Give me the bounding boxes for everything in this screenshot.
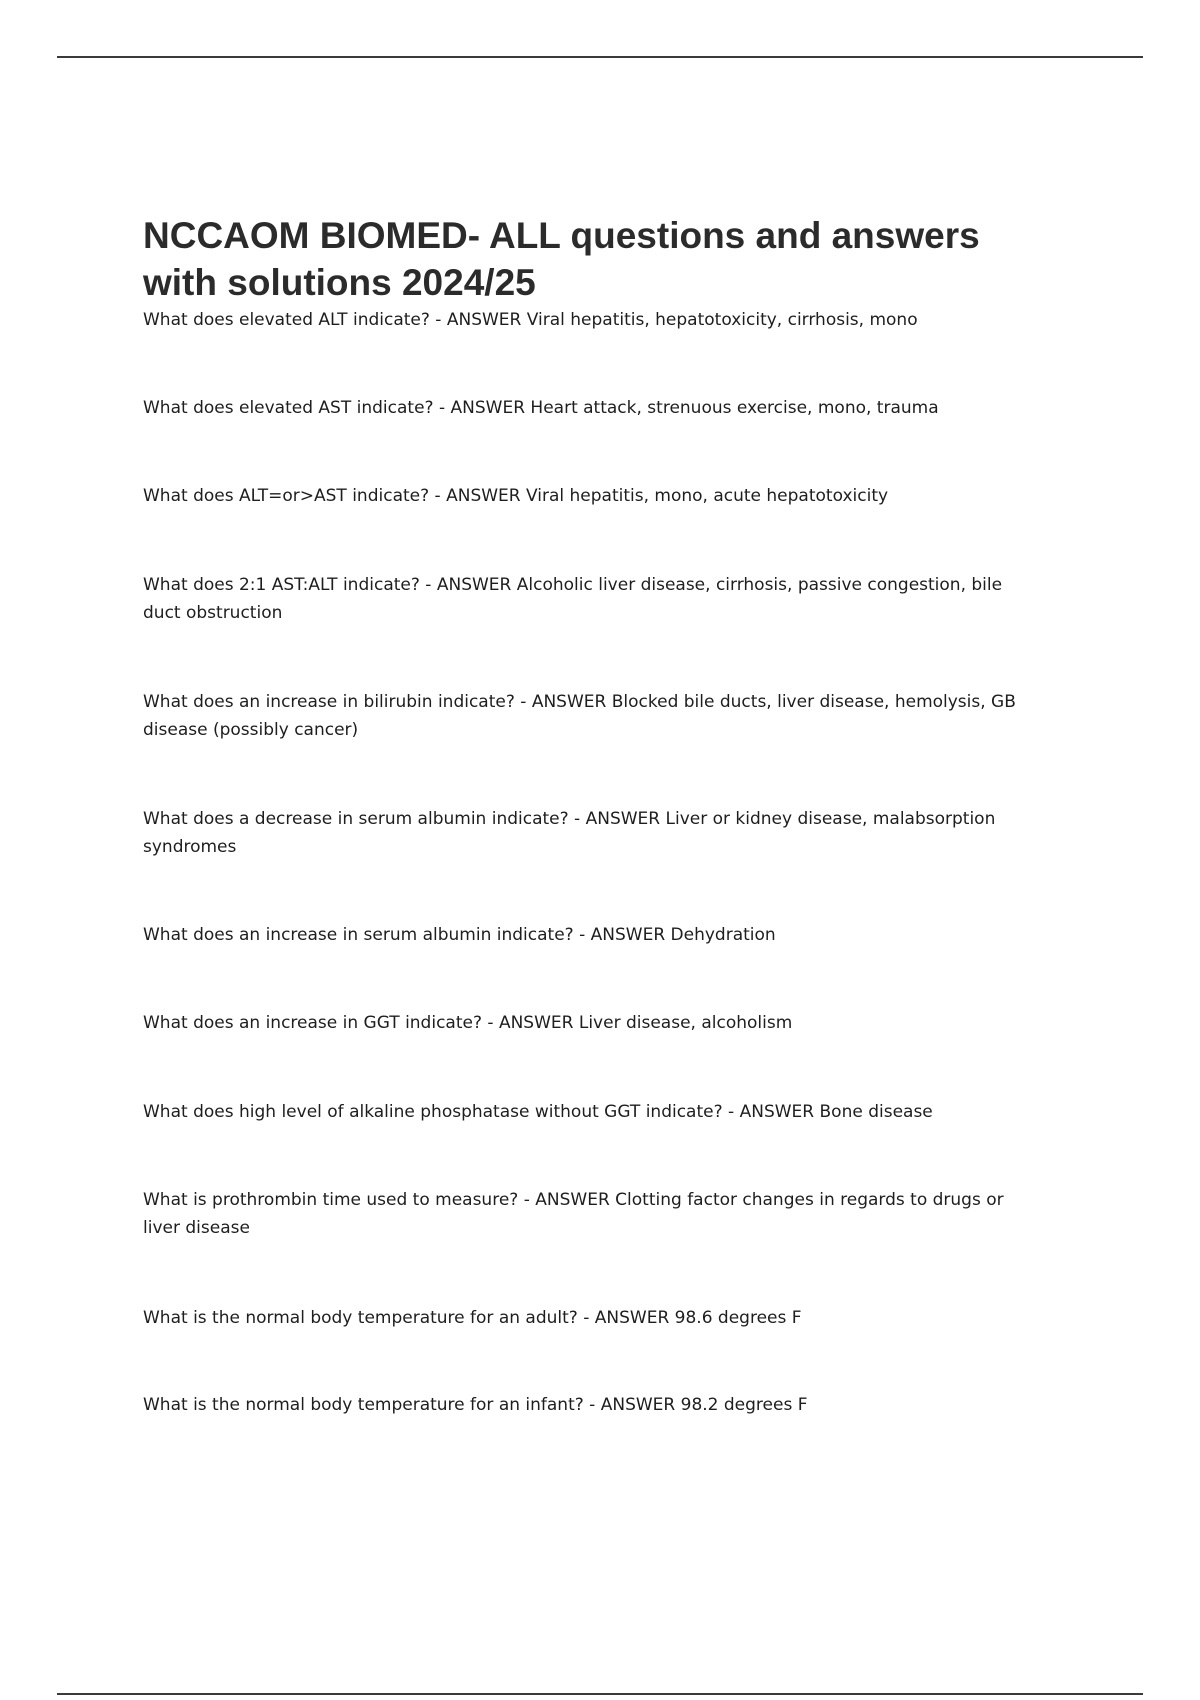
qa-answer: Clotting factor changes in regards to drugs or liver disease xyxy=(143,1190,1004,1238)
qa-answer-label: ANSWER xyxy=(446,310,522,330)
qa-item xyxy=(143,1304,1043,1332)
qa-separator: - xyxy=(433,398,451,418)
qa-answer-label: ANSWER xyxy=(739,1102,815,1122)
qa-question: What does elevated ALT indicate? xyxy=(143,310,430,330)
qa-item xyxy=(143,394,1043,422)
qa-separator: - xyxy=(577,1308,595,1328)
qa-question: What is the normal body temperature for an adult? xyxy=(143,1308,578,1328)
qa-answer-label: ANSWER xyxy=(590,925,666,945)
qa-answer: Viral hepatitis, mono, acute hepatotoxicity xyxy=(526,486,889,506)
qa-separator: - xyxy=(419,575,437,595)
qa-answer: Heart attack, strenuous exercise, mono, trauma xyxy=(530,398,939,418)
qa-answer-label: ANSWER xyxy=(436,575,512,595)
qa-answer-label: ANSWER xyxy=(535,1190,610,1210)
qa-answer: Blocked bile ducts, liver disease, hemolysis, GB disease (possibly cancer) xyxy=(143,692,1016,740)
qa-item xyxy=(143,1009,1043,1037)
qa-answer: Viral hepatitis, hepatotoxicity, cirrhosis, mono xyxy=(526,310,918,330)
document-title: NCCAOM BIOMED- ALL questions and answers with solutions 2024/25 xyxy=(143,215,980,303)
qa-item xyxy=(143,921,1043,949)
qa-answer-label: ANSWER xyxy=(531,692,607,712)
qa-separator: - xyxy=(518,1190,536,1210)
qa-item xyxy=(143,688,1043,744)
qa-separator: - xyxy=(573,925,591,945)
qa-answer-label: ANSWER xyxy=(600,1395,676,1415)
qa-answer: Dehydration xyxy=(670,925,776,945)
qa-item xyxy=(143,306,1043,334)
qa-item xyxy=(143,805,1043,861)
qa-question: What does elevated AST indicate? xyxy=(143,398,434,418)
qa-question: What does an increase in serum albumin indicate? xyxy=(143,925,574,945)
qa-answer: Liver disease, alcoholism xyxy=(578,1013,793,1033)
qa-item xyxy=(143,1098,1043,1126)
qa-answer: Bone disease xyxy=(819,1102,933,1122)
qa-separator: - xyxy=(583,1395,601,1415)
qa-separator: - xyxy=(429,486,447,506)
qa-question: What does an increase in bilirubin indicate? xyxy=(143,692,515,712)
qa-question: What is prothrombin time used to measure? xyxy=(143,1190,519,1210)
qa-answer-label: ANSWER xyxy=(450,398,526,418)
qa-answer-label: ANSWER xyxy=(585,809,661,829)
top-rule xyxy=(57,56,1143,58)
bottom-rule xyxy=(57,1693,1143,1695)
document-body xyxy=(143,212,1043,306)
qa-answer-label: ANSWER xyxy=(594,1308,670,1328)
qa-question: What does a decrease in serum albumin indicate? xyxy=(143,809,569,829)
qa-answer-label: ANSWER xyxy=(446,486,521,506)
qa-question: What does 2:1 AST:ALT indicate? xyxy=(143,575,420,595)
qa-answer: 98.2 degrees F xyxy=(680,1395,808,1415)
qa-question: What does an increase in GGT indicate? xyxy=(143,1013,482,1033)
qa-separator: - xyxy=(568,809,586,829)
qa-answer: Alcoholic liver disease, cirrhosis, passive congestion, bile duct obstruction xyxy=(143,575,1003,623)
qa-question: What does ALT=or>AST indicate? xyxy=(143,486,430,506)
qa-answer-label: ANSWER xyxy=(498,1013,574,1033)
qa-item xyxy=(143,1186,1043,1242)
qa-separator: - xyxy=(722,1102,740,1122)
qa-item xyxy=(143,1391,1043,1419)
qa-separator: - xyxy=(429,310,447,330)
qa-answer: Liver or kidney disease, malabsorption syndromes xyxy=(143,809,996,857)
qa-separator: - xyxy=(514,692,532,712)
qa-separator: - xyxy=(482,1013,499,1033)
qa-question: What is the normal body temperature for an infant? xyxy=(143,1395,584,1415)
qa-item xyxy=(143,482,1043,510)
qa-item xyxy=(143,571,1043,627)
qa-question: What does high level of alkaline phosphatase without GGT indicate? xyxy=(143,1102,723,1122)
qa-answer: 98.6 degrees F xyxy=(674,1308,802,1328)
